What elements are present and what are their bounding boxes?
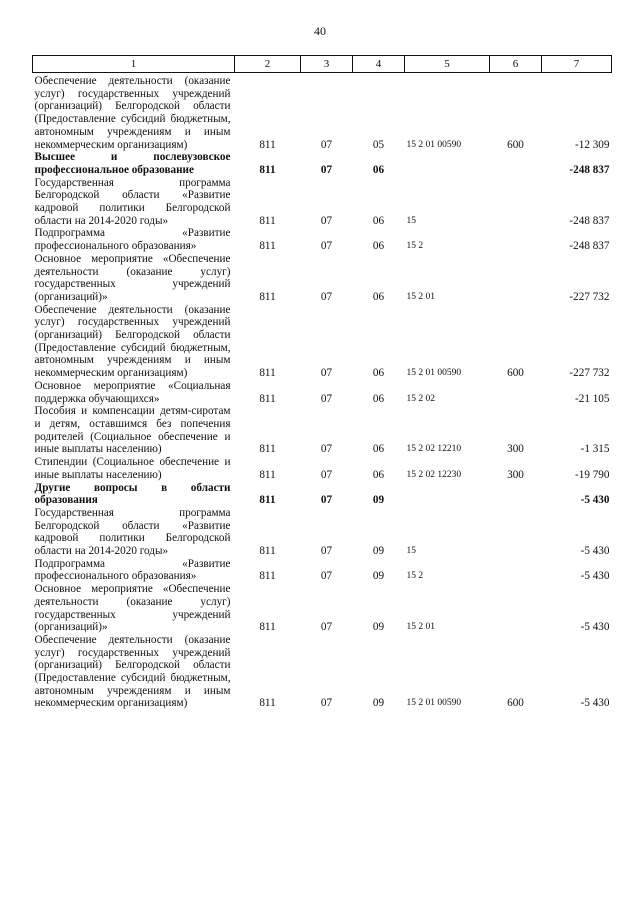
subsection-code: 09: [372, 494, 385, 507]
table-row: [33, 558, 612, 583]
section-code: 07: [320, 367, 333, 380]
target-article-code: [405, 482, 490, 507]
column-header: 7: [542, 56, 612, 73]
section-code: 07: [320, 570, 333, 583]
target-article-code: 15 2 02 12210: [406, 444, 462, 455]
row-name: Другие вопросы в области образования: [34, 481, 231, 507]
target-article-code: 15 2 01 00590: [406, 139, 462, 150]
section-code: 07: [320, 240, 333, 253]
expense-type-code: [490, 583, 542, 634]
amount: -1 315: [580, 443, 610, 456]
section-code: 07: [320, 468, 333, 481]
subsection-code: 09: [372, 621, 385, 634]
table-row: [33, 583, 612, 634]
table-row: [33, 634, 612, 710]
amount: -5 430: [580, 697, 610, 710]
table-row: [33, 73, 612, 152]
column-header: 3: [301, 56, 353, 73]
row-name: Стипендии (Социальное обеспечение и иные выплаты населению): [34, 456, 231, 481]
ministry-code: 811: [259, 697, 276, 710]
subsection-code: 06: [372, 443, 385, 456]
target-article-code: 15 2 02 12230: [406, 469, 462, 480]
budget-table: [32, 55, 612, 710]
target-article-code: 15 2 01 00590: [406, 698, 462, 709]
subsection-code: 06: [372, 468, 385, 481]
table-row: [33, 227, 612, 252]
amount: -5 430: [580, 494, 610, 507]
subsection-code: 06: [372, 214, 385, 227]
table-header-row: [33, 56, 612, 73]
table-row: [33, 253, 612, 304]
table-row: [33, 380, 612, 405]
subsection-code: 06: [372, 367, 385, 380]
expense-type-code: 600: [507, 138, 524, 151]
ministry-code: 811: [259, 163, 276, 176]
table-row: [33, 507, 612, 558]
amount: -21 105: [575, 392, 610, 405]
row-name: Обеспечение деятельности (оказание услуг) государственных учреждений (организаций) Белгородской области (Предоставление субсидий бюджетным, автономным учреждениям и иным некоммерческим организациям): [34, 633, 231, 710]
ministry-code: 811: [259, 138, 276, 151]
target-article-code: 15 2: [406, 571, 424, 582]
ministry-code: 811: [259, 545, 276, 558]
target-article-code: 15 2 01: [406, 622, 435, 633]
ministry-code: 811: [259, 392, 276, 405]
expense-type-code: [490, 177, 542, 228]
target-article-code: [405, 151, 490, 176]
amount: -5 430: [580, 621, 610, 634]
table-row: [33, 482, 612, 507]
target-article-code: 15 2 01 00590: [406, 368, 462, 379]
section-code: 07: [320, 545, 333, 558]
expense-type-code: [490, 151, 542, 176]
section-code: 07: [320, 494, 333, 507]
subsection-code: 06: [372, 290, 385, 303]
amount: -5 430: [580, 570, 610, 583]
section-code: 07: [320, 392, 333, 405]
expense-type-code: 600: [507, 367, 524, 380]
ministry-code: 811: [259, 367, 276, 380]
amount: -5 430: [580, 545, 610, 558]
section-code: 07: [320, 163, 333, 176]
amount: -248 837: [569, 240, 610, 253]
ministry-code: 811: [259, 468, 276, 481]
target-article-code: 15: [406, 546, 416, 557]
row-name: Пособия и компенсации детям-сиротам и детям, оставшимся без попечения родителей (Социальное обеспечение и иные выплаты населению): [34, 405, 231, 456]
expense-type-code: [490, 558, 542, 583]
subsection-code: 06: [372, 240, 385, 253]
expense-type-code: [490, 253, 542, 304]
expense-type-code: 300: [507, 468, 524, 481]
subsection-code: 06: [372, 392, 385, 405]
expense-type-code: [490, 227, 542, 252]
row-name: Государственная программа Белгородской области «Развитие кадровой политики Белгородской области на 2014-2020 годы»: [34, 506, 231, 558]
ministry-code: 811: [259, 443, 276, 456]
expense-type-code: [490, 482, 542, 507]
ministry-code: 811: [259, 290, 276, 303]
section-code: 07: [320, 621, 333, 634]
subsection-code: 09: [372, 697, 385, 710]
amount: -227 732: [569, 367, 610, 380]
row-name: Основное мероприятие «Социальная поддержка обучающихся»: [34, 379, 231, 405]
subsection-code: 09: [372, 545, 385, 558]
row-name: Подпрограмма «Развитие профессионального образования»: [34, 227, 231, 253]
amount: -19 790: [575, 468, 610, 481]
section-code: 07: [320, 443, 333, 456]
subsection-code: 05: [372, 138, 385, 151]
target-article-code: 15 2: [406, 241, 424, 252]
row-name: Обеспечение деятельности (оказание услуг) государственных учреждений (организаций) Белгородской области (Предоставление субсидий бюджетным, автономным учреждениям и иным некоммерческим организациям): [34, 75, 231, 151]
expense-type-code: [490, 380, 542, 405]
ministry-code: 811: [259, 240, 276, 253]
row-name: Высшее и послевузовское профессиональное образование: [34, 151, 231, 176]
expense-type-code: 300: [507, 443, 524, 456]
table-row: [33, 456, 612, 481]
row-name: Государственная программа Белгородской области «Развитие кадровой политики Белгородской области на 2014-2020 годы»: [34, 176, 231, 227]
column-header: 1: [33, 56, 235, 73]
row-name: Обеспечение деятельности (оказание услуг) государственных учреждений (организаций) Белгородской области (Предоставление субсидий бюджетным, автономным учреждениям и иным некоммерческим организациям): [34, 303, 231, 380]
table-row: [33, 405, 612, 456]
section-code: 07: [320, 214, 333, 227]
table-row: [33, 151, 612, 176]
section-code: 07: [320, 290, 333, 303]
page-number: 40: [314, 24, 326, 38]
section-code: 07: [320, 697, 333, 710]
ministry-code: 811: [259, 214, 276, 227]
column-header: 6: [490, 56, 542, 73]
row-name: Подпрограмма «Развитие профессионального образования»: [34, 557, 231, 583]
expense-type-code: [490, 507, 542, 558]
target-article-code: 15: [406, 215, 416, 226]
target-article-code: 15 2 02: [406, 393, 435, 404]
expense-type-code: 600: [507, 697, 524, 710]
table-row: [33, 304, 612, 380]
target-article-code: 15 2 01: [406, 291, 435, 302]
row-name: Основное мероприятие «Обеспечение деятельности (оказание услуг) государственных учреждений (организаций)»: [34, 583, 231, 634]
column-header: 2: [235, 56, 301, 73]
ministry-code: 811: [259, 570, 276, 583]
table-row: [33, 177, 612, 228]
row-name: Основное мероприятие «Обеспечение деятельности (оказание услуг) государственных учреждений (организаций)»: [34, 252, 231, 303]
table-body: [33, 73, 612, 711]
amount: -248 837: [569, 163, 610, 176]
subsection-code: 06: [372, 163, 385, 176]
subsection-code: 09: [372, 570, 385, 583]
column-header: 5: [405, 56, 490, 73]
ministry-code: 811: [259, 494, 276, 507]
ministry-code: 811: [259, 621, 276, 634]
amount: -227 732: [569, 290, 610, 303]
amount: -12 309: [575, 138, 610, 151]
amount: -248 837: [569, 214, 610, 227]
section-code: 07: [320, 138, 333, 151]
column-header: 4: [353, 56, 405, 73]
